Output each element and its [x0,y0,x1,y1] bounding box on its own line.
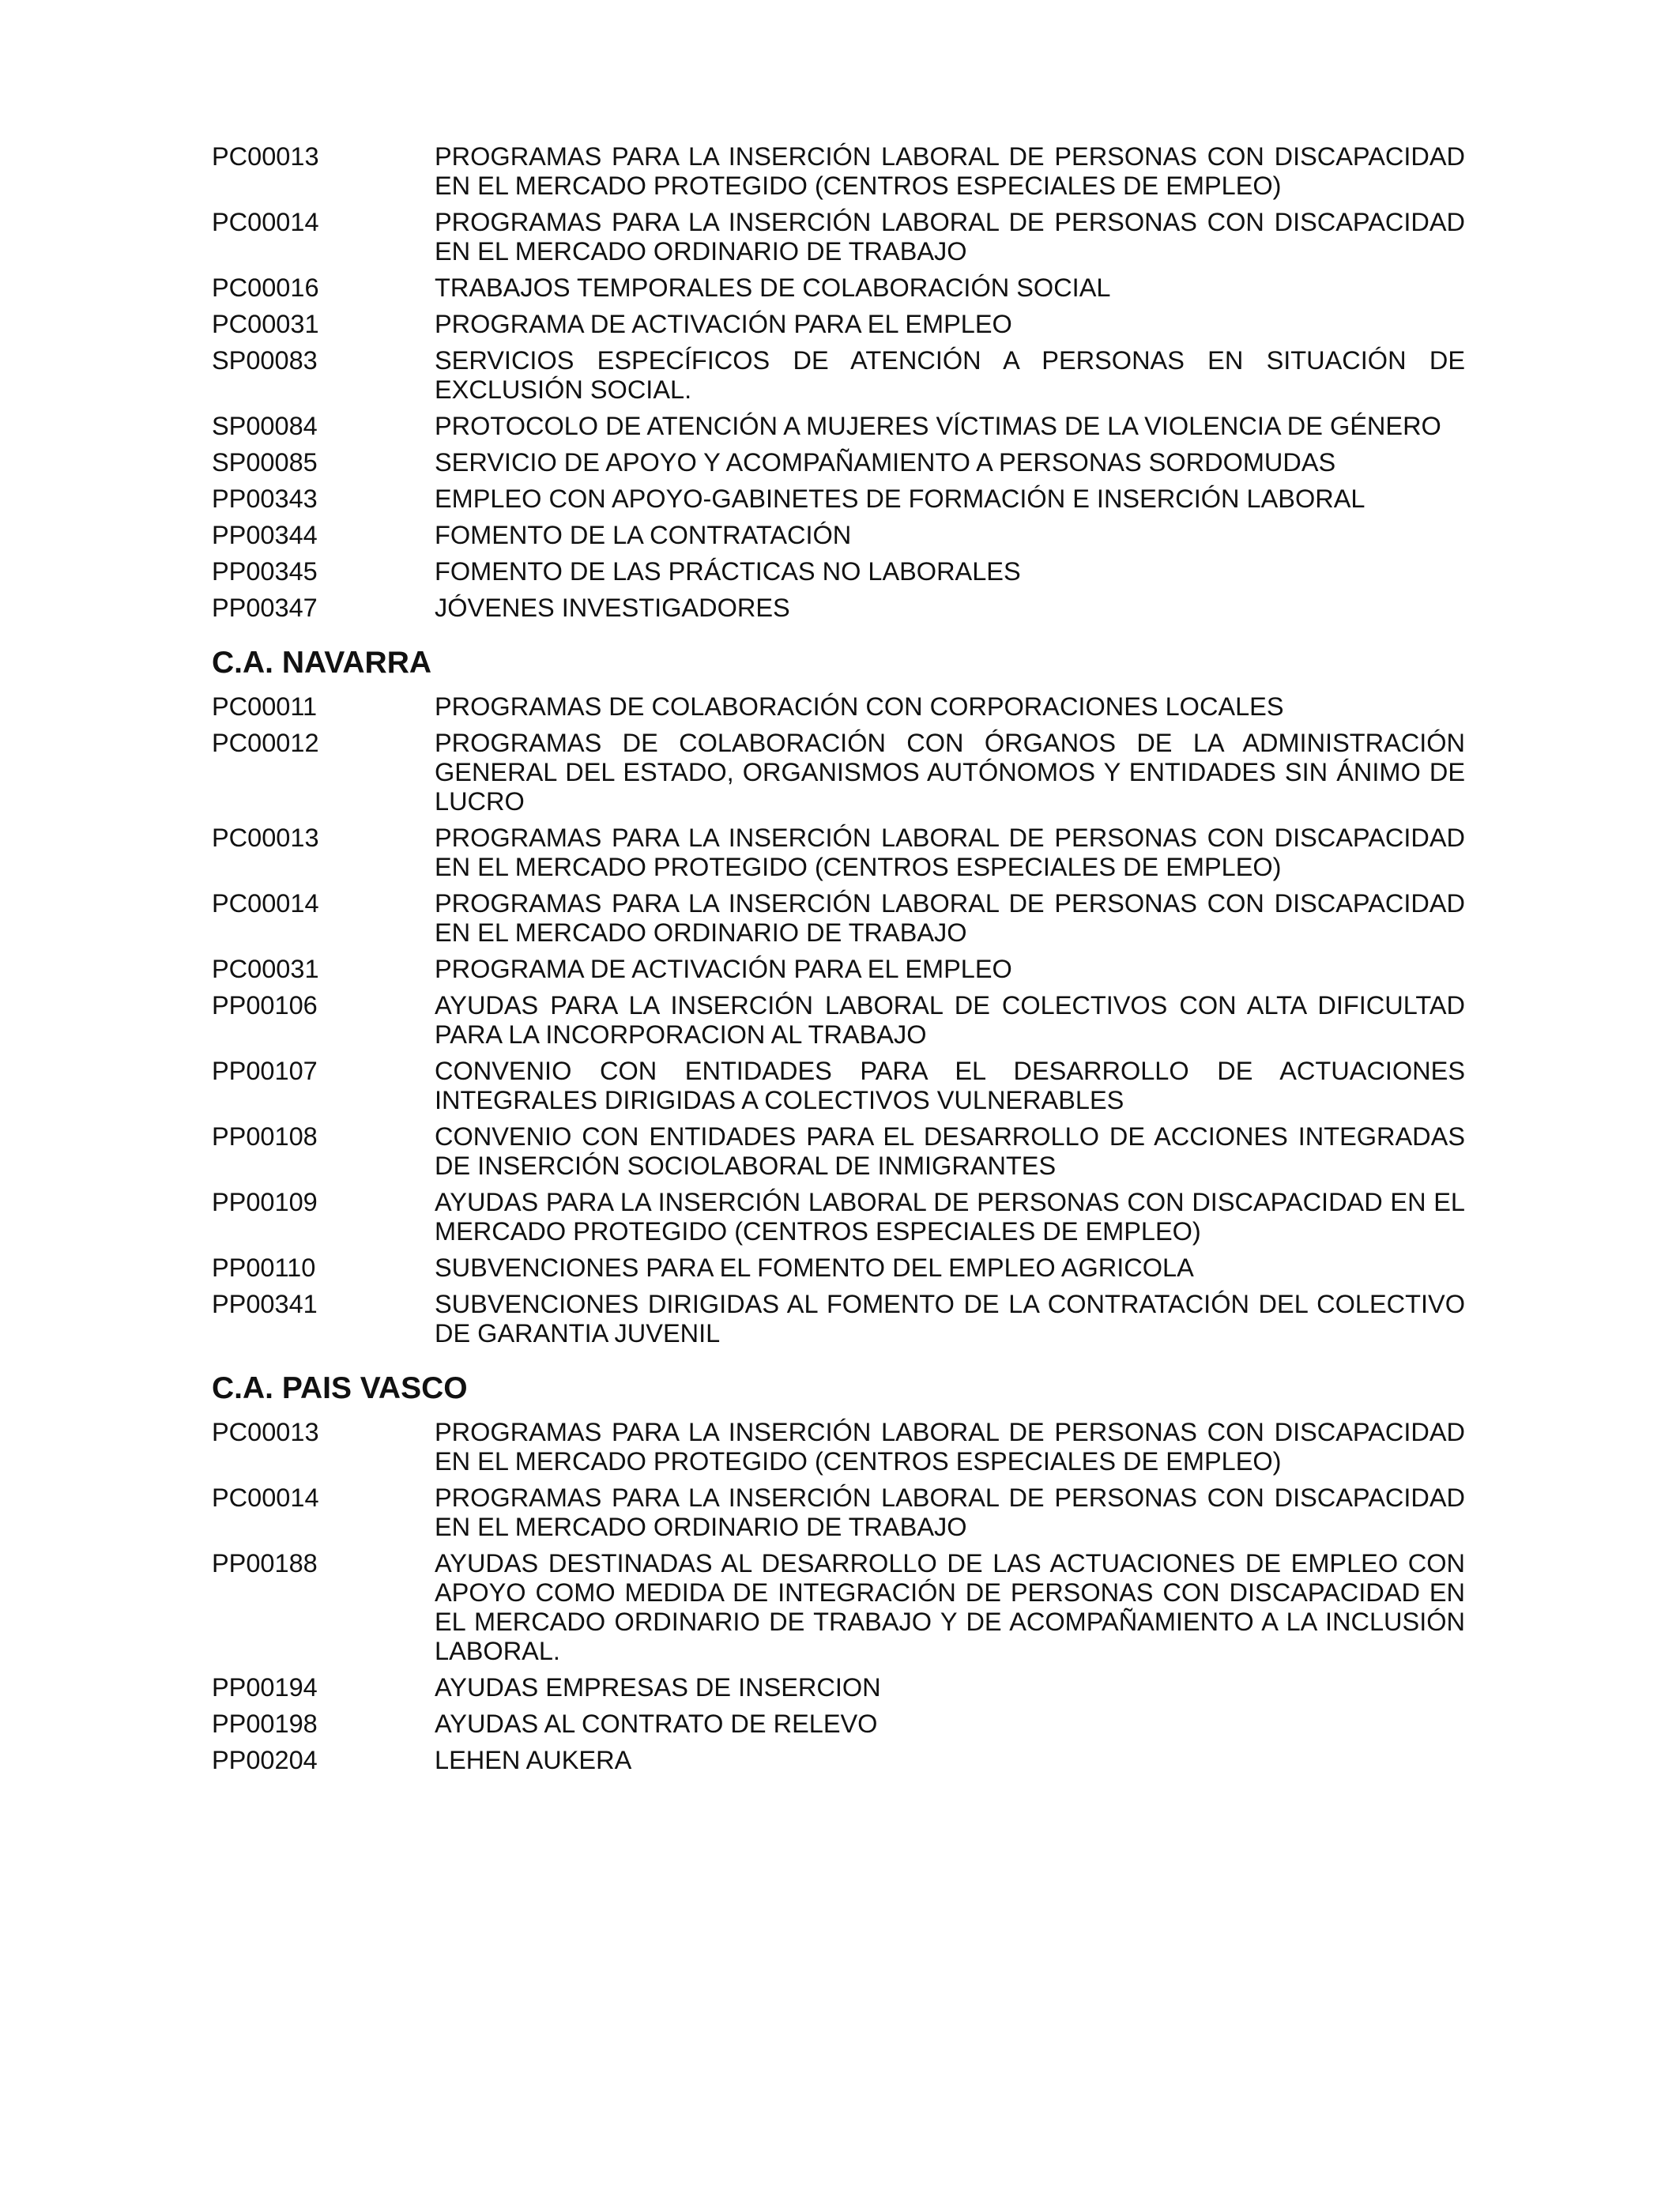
program-code: PC00013 [212,1418,319,1446]
program-row [212,824,1465,882]
program-code: PC00013 [212,824,319,852]
program-description: AYUDAS AL CONTRATO DE RELEVO [435,1710,878,1738]
program-code: PC00016 [212,273,319,302]
program-description: PROGRAMAS DE COLABORACIÓN CON ÓRGANOS DE LA ADMINISTRACIÓN GENERAL DEL ESTADO, ORGANISMOS AUTÓNOMOS Y ENTIDADES SIN ÁNIMO DE LUCRO [435,729,1465,816]
program-row [212,557,1465,586]
program-description: SERVICIOS ESPECÍFICOS DE ATENCIÓN A PERSONAS EN SITUACIÓN DE EXCLUSIÓN SOCIAL. [435,346,1465,404]
document-page [212,142,1465,1782]
program-code: PP00106 [212,991,318,1020]
program-code: PP00109 [212,1188,318,1216]
program-description: PROGRAMA DE ACTIVACIÓN PARA EL EMPLEO [435,310,1012,338]
program-code: SP00083 [212,346,318,375]
program-description: PROTOCOLO DE ATENCIÓN A MUJERES VÍCTIMAS DE LA VIOLENCIA DE GÉNERO [435,412,1441,440]
program-description: CONVENIO CON ENTIDADES PARA EL DESARROLLO DE ACTUACIONES INTEGRALES DIRIGIDAS A COLECTIVOS VULNERABLES [435,1057,1465,1114]
program-row [212,729,1465,816]
program-description: AYUDAS EMPRESAS DE INSERCION [435,1673,881,1702]
program-description: PROGRAMA DE ACTIVACIÓN PARA EL EMPLEO [435,955,1012,983]
program-row [212,1710,1465,1739]
program-description: PROGRAMAS DE COLABORACIÓN CON CORPORACIONES LOCALES [435,692,1284,721]
program-description: PROGRAMAS PARA LA INSERCIÓN LABORAL DE PERSONAS CON DISCAPACIDAD EN EL MERCADO ORDINARIO DE TRABAJO [435,889,1465,947]
program-row [212,1188,1465,1246]
program-row [212,955,1465,984]
program-row [212,412,1465,441]
program-description: FOMENTO DE LA CONTRATACIÓN [435,521,852,549]
program-row [212,1122,1465,1181]
program-row [212,692,1465,722]
program-row [212,594,1465,623]
program-code: PP00204 [212,1746,318,1774]
program-row [212,1253,1465,1283]
program-code: SP00084 [212,412,318,440]
program-code: PP00107 [212,1057,318,1085]
program-code: PP00344 [212,521,318,549]
program-description: AYUDAS PARA LA INSERCIÓN LABORAL DE PERSONAS CON DISCAPACIDAD EN EL MERCADO PROTEGIDO (CENTROS ESPECIALES DE EMPLEO) [435,1188,1465,1246]
program-description: EMPLEO CON APOYO-GABINETES DE FORMACIÓN E INSERCIÓN LABORAL [435,484,1365,513]
program-description: SUBVENCIONES PARA EL FOMENTO DEL EMPLEO AGRICOLA [435,1253,1194,1282]
program-description: LEHEN AUKERA [435,1746,632,1774]
program-code: PP00347 [212,594,318,622]
program-row [212,889,1465,948]
program-row [212,1057,1465,1115]
program-row [212,1549,1465,1666]
program-description: CONVENIO CON ENTIDADES PARA EL DESARROLLO DE ACCIONES INTEGRADAS DE INSERCIÓN SOCIOLABORAL DE INMIGRANTES [435,1122,1465,1180]
program-code: PP00188 [212,1549,318,1578]
program-description: TRABAJOS TEMPORALES DE COLABORACIÓN SOCIAL [435,273,1111,302]
program-section [212,142,1465,623]
program-row [212,1673,1465,1702]
program-code: PP00343 [212,484,318,513]
program-description: SERVICIO DE APOYO Y ACOMPAÑAMIENTO A PERSONAS SORDOMUDAS [435,448,1336,477]
program-code: PC00031 [212,310,319,338]
program-code: PC00012 [212,729,319,757]
program-code: PP00341 [212,1290,318,1318]
program-code: PC00011 [212,692,318,721]
program-row [212,521,1465,550]
program-description: PROGRAMAS PARA LA INSERCIÓN LABORAL DE PERSONAS CON DISCAPACIDAD EN EL MERCADO ORDINARIO DE TRABAJO [435,1483,1465,1541]
program-code: PC00014 [212,1483,319,1512]
program-row [212,273,1465,303]
program-description: PROGRAMAS PARA LA INSERCIÓN LABORAL DE PERSONAS CON DISCAPACIDAD EN EL MERCADO PROTEGIDO (CENTROS ESPECIALES DE EMPLEO) [435,824,1465,881]
program-description: FOMENTO DE LAS PRÁCTICAS NO LABORALES [435,557,1021,586]
program-description: AYUDAS DESTINADAS AL DESARROLLO DE LAS ACTUACIONES DE EMPLEO CON APOYO COMO MEDIDA DE INTEGRACIÓN DE PERSONAS CON DISCAPACIDAD EN EL MERCADO ORDINARIO DE TRABAJO Y DE ACOMPAÑAMIENTO A LA INCLUSIÓN LABORAL. [435,1549,1465,1665]
program-code: PP00345 [212,557,318,586]
program-row [212,1418,1465,1476]
program-code: PP00108 [212,1122,318,1151]
program-row [212,142,1465,201]
program-description: PROGRAMAS PARA LA INSERCIÓN LABORAL DE PERSONAS CON DISCAPACIDAD EN EL MERCADO PROTEGIDO (CENTROS ESPECIALES DE EMPLEO) [435,1418,1465,1476]
program-section [212,645,1465,1348]
program-description: PROGRAMAS PARA LA INSERCIÓN LABORAL DE PERSONAS CON DISCAPACIDAD EN EL MERCADO ORDINARIO DE TRABAJO [435,208,1465,266]
program-row [212,991,1465,1050]
program-row [212,448,1465,477]
program-code: PP00194 [212,1673,318,1702]
program-code: PP00110 [212,1253,316,1282]
program-description: SUBVENCIONES DIRIGIDAS AL FOMENTO DE LA CONTRATACIÓN DEL COLECTIVO DE GARANTIA JUVENIL [435,1290,1465,1348]
program-description: JÓVENES INVESTIGADORES [435,594,790,622]
program-row [212,346,1465,405]
program-code: PC00014 [212,889,319,918]
program-code: PC00031 [212,955,319,983]
program-code: PC00013 [212,142,319,171]
program-row [212,484,1465,514]
program-row [212,310,1465,339]
section-heading: C.A. NAVARRA [212,646,432,680]
program-code: PC00014 [212,208,319,236]
section-heading: C.A. PAIS VASCO [212,1371,468,1405]
program-description: AYUDAS PARA LA INSERCIÓN LABORAL DE COLECTIVOS CON ALTA DIFICULTAD PARA LA INCORPORACION AL TRABAJO [435,991,1465,1049]
program-section [212,1370,1465,1775]
program-row [212,1746,1465,1775]
program-row [212,1483,1465,1542]
program-row [212,1290,1465,1348]
program-code: PP00198 [212,1710,318,1738]
program-code: SP00085 [212,448,318,477]
program-row [212,208,1465,266]
program-description: PROGRAMAS PARA LA INSERCIÓN LABORAL DE PERSONAS CON DISCAPACIDAD EN EL MERCADO PROTEGIDO (CENTROS ESPECIALES DE EMPLEO) [435,142,1465,200]
